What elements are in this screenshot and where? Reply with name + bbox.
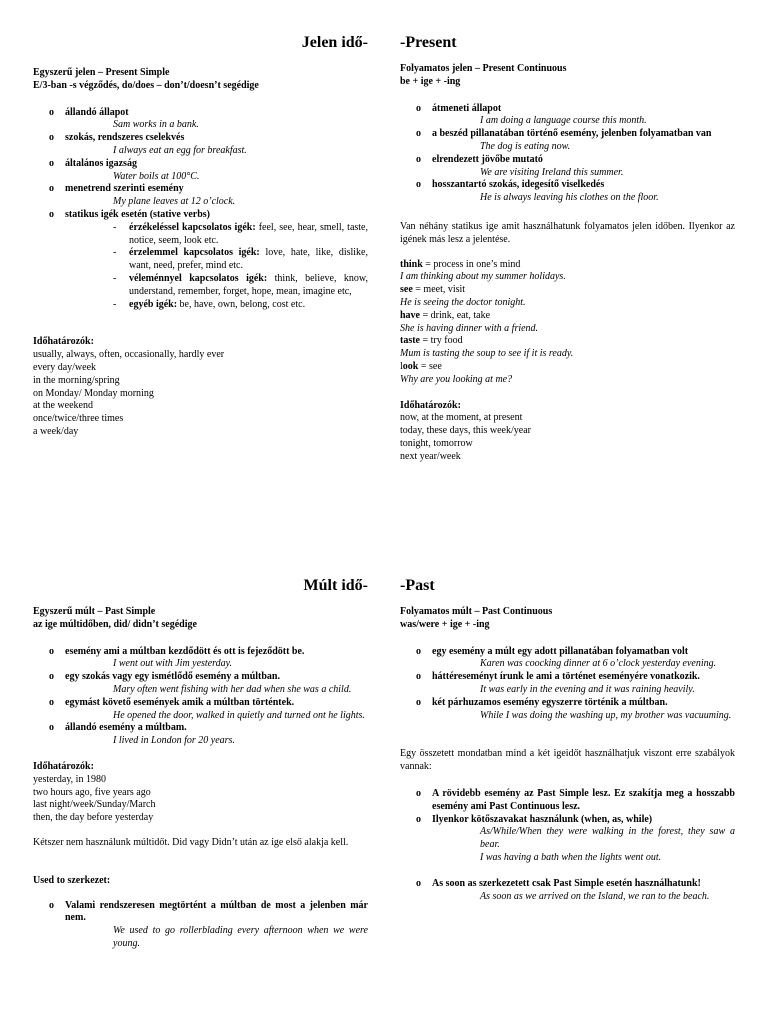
rule-example: As/While/When they were walking in the forest, they saw a bear. bbox=[480, 826, 735, 851]
use-example: The dog is eating now. bbox=[480, 140, 571, 152]
use-example: Water boils at 100°C. bbox=[113, 170, 200, 182]
stative-key: érzékeléssel kapcsolatos igék: bbox=[129, 221, 256, 233]
use-label: o szokás, rendszeres cselekvés bbox=[65, 132, 185, 144]
adverb-line: next year/week bbox=[400, 450, 461, 462]
list-item bbox=[49, 107, 368, 133]
use-label: o egy esemény a múlt egy adott pillanatában folyamatban volt bbox=[432, 645, 689, 657]
use-label: o állandó állapot bbox=[65, 106, 129, 118]
present-title: Jelen idő- bbox=[301, 34, 368, 51]
verb-example: I am thinking about my summer holidays. bbox=[400, 271, 566, 283]
present-simple-rule: E/3-ban -s végződés, do/does – don’t/doesn’t segédige bbox=[33, 79, 259, 91]
list-item bbox=[49, 209, 368, 311]
verb-word: have bbox=[400, 309, 420, 321]
past-simple-uses bbox=[49, 646, 368, 748]
present-continuous-heading: Folyamatos jelen – Present Continuous bbox=[400, 63, 567, 74]
list-item bbox=[49, 183, 368, 209]
verb-word: see bbox=[400, 284, 413, 296]
verb-example: Why are you looking at me? bbox=[400, 373, 513, 385]
verb-meaning: = meet, visit bbox=[412, 284, 466, 296]
use-example: I lived in London for 20 years. bbox=[113, 735, 235, 747]
stative-key: egyéb igék: bbox=[129, 298, 178, 310]
list-item bbox=[416, 128, 735, 154]
list-item bbox=[416, 878, 735, 904]
present-continuous-uses bbox=[416, 103, 735, 205]
adverb-line: yesterday, in 1980 bbox=[33, 773, 106, 785]
past-simple-adverbs-heading: Időhatározók: bbox=[33, 760, 94, 772]
use-example: Sam works in a bank. bbox=[113, 119, 199, 131]
present-simple-adverbs-heading: Időhatározók: bbox=[33, 336, 94, 348]
use-example: My plane leaves at 12 o’clock. bbox=[113, 196, 236, 208]
as-soon-as-list bbox=[416, 878, 735, 904]
use-example: It was early in the evening and it was raining heavily. bbox=[480, 683, 695, 695]
past-title: Múlt idő- bbox=[303, 577, 368, 594]
use-label: o Valami rendszeresen megtörtént a múltban de most a jelenben már nem. bbox=[65, 899, 368, 924]
verb-meaning: = drink, eat, take bbox=[420, 309, 491, 321]
use-example: He opened the door, walked in quietly and turned ont he lights. bbox=[113, 709, 365, 721]
stative-text: think, believe, know, understand, remember, forget, hope, mean, imagine etc, bbox=[129, 272, 368, 297]
rule-label: o As soon as szerkezetett csak Past Simple esetén használhatunk! bbox=[432, 877, 701, 889]
stative-verbs-list bbox=[113, 222, 368, 312]
present-continuous-title: -Present bbox=[400, 34, 457, 51]
verb-example: Mum is tasting the soup to see if it is ready. bbox=[400, 348, 574, 360]
verb-example: She is having dinner with a friend. bbox=[400, 322, 539, 334]
past-continuous-uses bbox=[416, 646, 735, 723]
use-example: Karen was coocking dinner at 6 o’clock yesterday evening. bbox=[480, 658, 717, 670]
adverb-line: last night/week/Sunday/March bbox=[33, 799, 156, 811]
past-continuous-section bbox=[400, 576, 735, 903]
use-example: We are visiting Ireland this summer. bbox=[480, 166, 624, 178]
use-label: o egy szokás vagy egy ismétlődő esemény a múltban. bbox=[65, 671, 280, 683]
adverb-line: once/twice/three times bbox=[33, 413, 124, 425]
adverbs-list bbox=[400, 412, 735, 463]
meaning-pair bbox=[400, 284, 735, 297]
past-simple-section bbox=[33, 576, 368, 951]
verb-word: taste bbox=[400, 335, 420, 347]
stative-meaning-pairs bbox=[400, 259, 735, 387]
adverb-line: a week/day bbox=[33, 425, 79, 437]
use-label: o esemény ami a múltban kezdődött és ott is fejeződött be. bbox=[65, 645, 305, 657]
use-label: o menetrend szerinti esemény bbox=[65, 183, 184, 195]
present-simple-heading: Egyszerű jelen – Present Simple bbox=[33, 67, 170, 78]
list-item bbox=[49, 646, 368, 672]
use-example: We used to go rollerblading every afternoon when we were young. bbox=[113, 925, 368, 949]
use-example: He is always leaving his clothes on the floor. bbox=[480, 192, 659, 204]
adverb-line: in the morning/spring bbox=[33, 374, 120, 386]
used-to-list bbox=[49, 900, 368, 951]
adverb-line: on Monday/ Monday morning bbox=[33, 387, 154, 399]
list-item bbox=[49, 697, 368, 723]
meaning-pair bbox=[400, 310, 735, 323]
use-label: o általános igazság bbox=[65, 157, 137, 169]
list-item bbox=[416, 671, 735, 697]
stative-group bbox=[113, 273, 368, 299]
use-example: Mary often went fishing with her dad when she was a child. bbox=[113, 683, 352, 695]
use-label: o átmeneti állapot bbox=[432, 102, 502, 114]
adverb-line: now, at the moment, at present bbox=[400, 412, 523, 424]
meaning-pair bbox=[400, 259, 735, 272]
past-continuous-rule: was/were + ige + -ing bbox=[400, 618, 490, 630]
use-label: o elrendezett jövőbe mutató bbox=[432, 153, 543, 165]
rule-example: As soon as we arrived on the Island, we ran to the beach. bbox=[480, 890, 710, 902]
verb-word-rest: ook bbox=[402, 360, 419, 372]
tense-combination-rules bbox=[416, 788, 735, 865]
use-example: I am doing a language course this month. bbox=[480, 115, 647, 127]
verb-meaning: = process in one’s mind bbox=[422, 258, 521, 270]
list-item bbox=[416, 788, 735, 814]
rule-example: I was having a bath when the lights went out. bbox=[480, 851, 662, 863]
past-continuous-heading: Folyamatos múlt – Past Continuous bbox=[400, 606, 553, 617]
stative-key: érzelemmel kapcsolatos igék: bbox=[129, 247, 260, 259]
rule-label: o A rövidebb esemény az Past Simple lesz. Ez szakítja meg a hosszabb esemény ami Past Continuous lesz. bbox=[432, 787, 735, 812]
past-simple-rule: az ige múltidőben, did/ didn’t segédige bbox=[33, 618, 197, 630]
use-label: o két párhuzamos esemény egyszerre történik a múltban. bbox=[432, 696, 668, 708]
stative-group bbox=[113, 299, 368, 312]
stative-text: love, hate, like, dislike, want, need, prefer, mind etc. bbox=[129, 247, 368, 272]
use-label: o hosszantartó szokás, idegesítő viselkedés bbox=[432, 179, 605, 191]
use-label: o háttéreseményt írunk le ami a történet eseményére vonatkozik. bbox=[432, 671, 700, 683]
list-item bbox=[49, 158, 368, 184]
stative-text: feel, see, hear, smell, taste, notice, seem, look etc. bbox=[129, 221, 368, 246]
use-label: o a beszéd pillanatában történő esemény, jelenben folyamatban van bbox=[432, 128, 712, 140]
past-continuous-title: -Past bbox=[400, 577, 435, 594]
list-item bbox=[416, 179, 735, 205]
stative-continuous-note: Van néhány statikus ige amit használhatunk folyamatos jelen időben. Ilyenkor az igének más lesz a jelentése. bbox=[400, 220, 735, 245]
meaning-pair bbox=[400, 335, 735, 348]
past-simple-heading: Egyszerű múlt – Past Simple bbox=[33, 606, 156, 617]
rule-label: o Ilyenkor kötőszavakat használunk (when, as, while) bbox=[432, 813, 653, 825]
adverbs-list bbox=[33, 774, 368, 825]
list-item bbox=[416, 697, 735, 723]
use-example: I went out with Jim yesterday. bbox=[113, 658, 233, 670]
adverb-line: two hours ago, five years ago bbox=[33, 786, 151, 798]
used-to-heading: Used to szerkezet: bbox=[33, 874, 111, 886]
use-label: o egymást követő események amik a múltban történtek. bbox=[65, 696, 295, 708]
verb-meaning: = try food bbox=[420, 335, 463, 347]
meaning-pair bbox=[400, 361, 735, 374]
present-simple-uses bbox=[49, 107, 368, 312]
use-example: I always eat an egg for breakfast. bbox=[113, 144, 247, 156]
list-item bbox=[49, 722, 368, 748]
adverb-line: tonight, tomorrow bbox=[400, 437, 473, 449]
present-continuous-rule: be + ige + -ing bbox=[400, 75, 461, 87]
stative-group bbox=[113, 222, 368, 248]
verb-example: He is seeing the doctor tonight. bbox=[400, 296, 526, 308]
list-item bbox=[416, 646, 735, 672]
verb-word: l bbox=[400, 360, 403, 372]
present-continuous-adverbs-heading: Időhatározók: bbox=[400, 399, 461, 411]
stative-key: véleménnyel kapcsolatos igék: bbox=[129, 272, 268, 284]
adverb-line: at the weekend bbox=[33, 400, 93, 412]
use-label: o állandó esemény a múltbam. bbox=[65, 722, 187, 734]
verb-word: think bbox=[400, 258, 423, 270]
adverb-line: then, the day before yesterday bbox=[33, 812, 154, 824]
stative-label: o statikus igék esetén (stative verbs) bbox=[65, 208, 210, 220]
stative-text: be, have, own, belong, cost etc. bbox=[177, 298, 306, 310]
list-item bbox=[416, 154, 735, 180]
stative-group bbox=[113, 247, 368, 273]
list-item bbox=[49, 900, 368, 951]
list-item bbox=[416, 814, 735, 865]
list-item bbox=[49, 132, 368, 158]
adverbs-list bbox=[33, 349, 368, 439]
adverb-line: usually, always, often, occasionally, hardly ever bbox=[33, 349, 225, 361]
adverb-line: every day/week bbox=[33, 361, 97, 373]
tense-combination-note: Egy összetett mondatban mind a két igeidőt használhatjuk viszont erre szabályok vannak: bbox=[400, 748, 735, 773]
verb-meaning: = see bbox=[418, 360, 442, 372]
past-simple-note: Kétszer nem használunk múltidőt. Did vagy Didn’t után az ige első alakja kell. bbox=[33, 836, 349, 848]
present-simple-section bbox=[33, 33, 368, 439]
present-continuous-section bbox=[400, 33, 735, 464]
adverb-line: today, these days, this week/year bbox=[400, 425, 531, 437]
list-item bbox=[416, 103, 735, 129]
use-example: While I was doing the washing up, my brother was vacuuming. bbox=[480, 709, 732, 721]
list-item bbox=[49, 671, 368, 697]
